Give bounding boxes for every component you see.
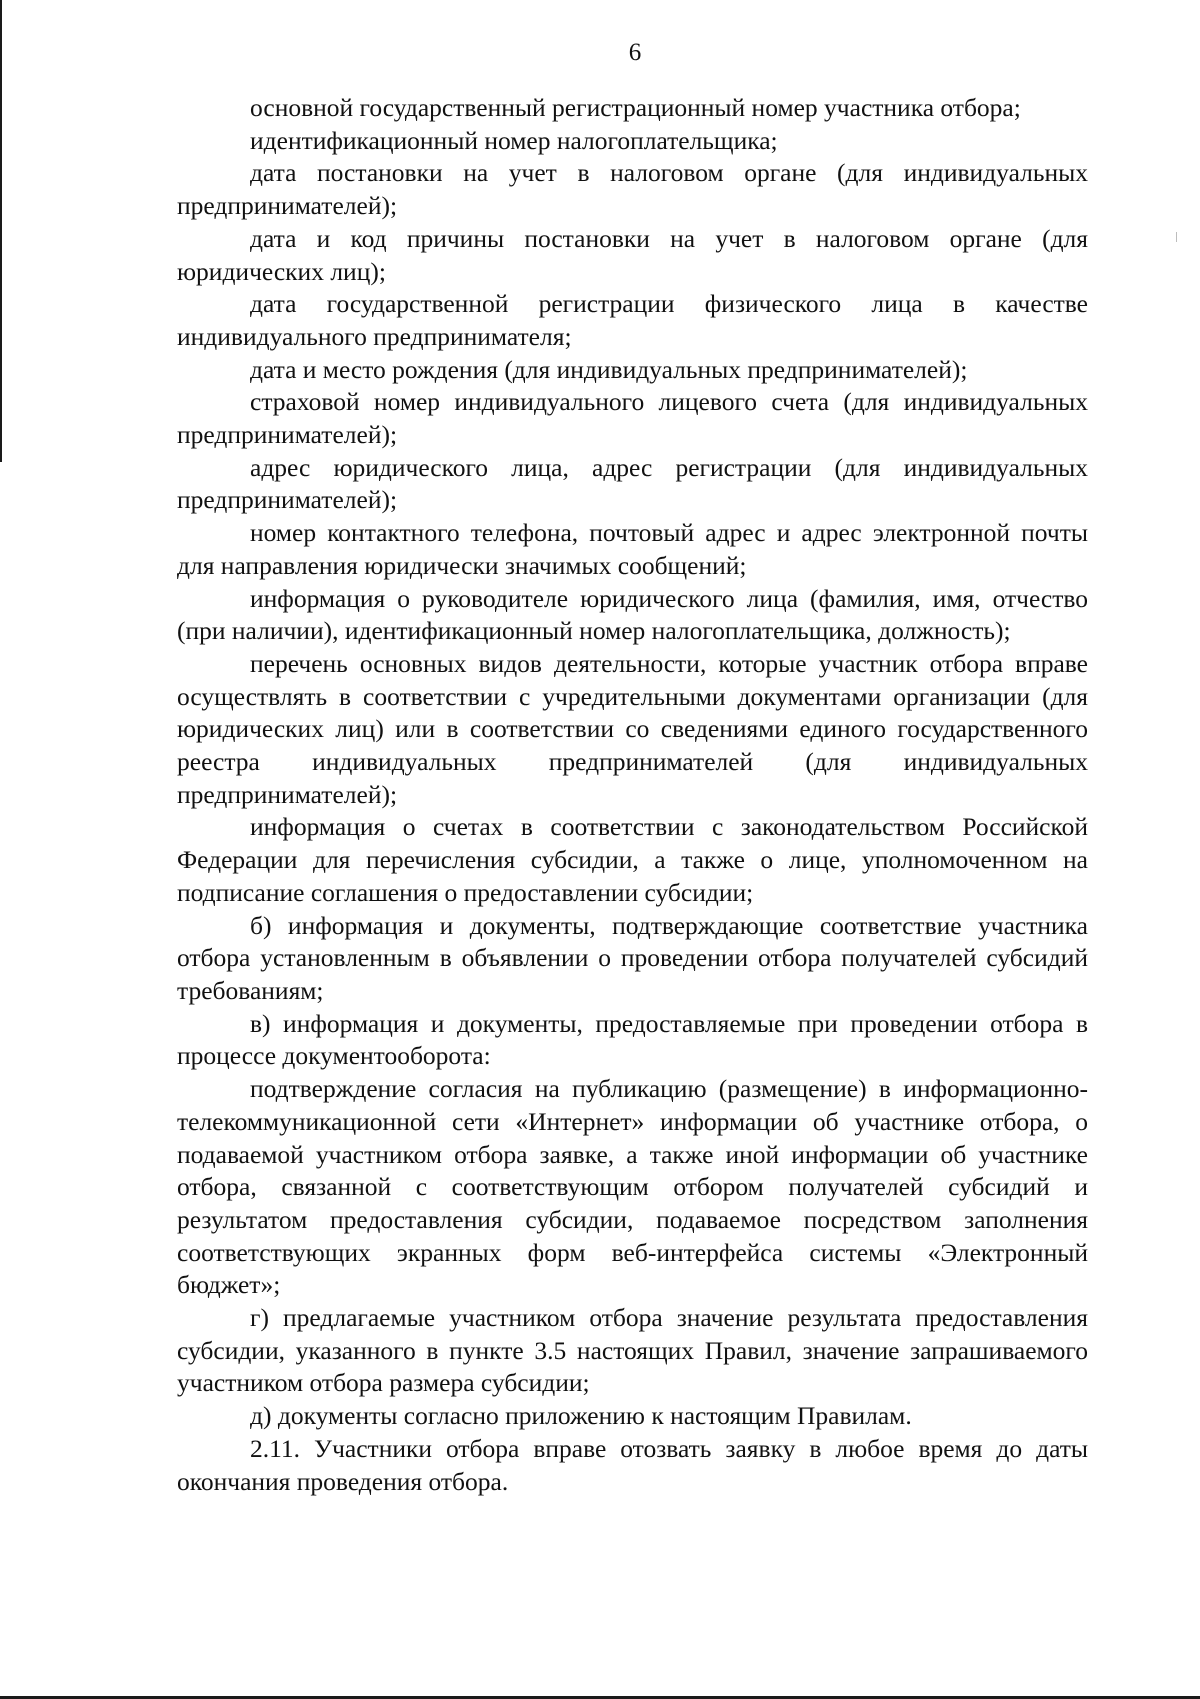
paragraph-2-11: 2.11. Участники отбора вправе отозвать заявку в любое время до даты окончания проведения отбора. (177, 1433, 1088, 1496)
paragraph-head-info: информация о руководителе юридического лица (фамилия, имя, отчество (при наличии), идентификационный номер налогоплательщика, должность); (177, 583, 1088, 646)
paragraph-kpp: дата и код причины постановки на учет в налоговом органе (для юридических лиц); (177, 223, 1088, 286)
paragraph-address: адрес юридического лица, адрес регистрации (для индивидуальных предпринимателей); (177, 452, 1088, 515)
paragraph-birth-date-place: дата и место рождения (для индивидуальных предпринимателей); (250, 354, 968, 384)
paragraph-item-g: г) предлагаемые участником отбора значение результата предоставления субсидии, указанного в пункте 3.5 настоящих Правил, значение запрашиваемого участником отбора размера субсидии; (177, 1303, 1088, 1398)
paragraph-item-d: д) документы согласно приложению к настоящим Правилам. (250, 1401, 912, 1431)
paragraph-state-registration-date: дата государственной регистрации физического лица в качестве индивидуального предпринимателя; (177, 289, 1088, 351)
paragraph-activities: перечень основных видов деятельности, которые участник отбора вправе осуществлять в соответствии с учредительными документами организации (для юридических лиц) или в соответствии со сведениями единого государственного реестра индивидуальных предпринимателей (для индивидуальных предпринимателей); (177, 648, 1088, 809)
paragraph-inn: идентификационный номер налогоплательщика; (250, 125, 778, 155)
paragraph-publication-consent: подтверждение согласия на публикацию (размещение) в информационно-телекоммуникационной сети «Интернет» информации об участнике отбора, о подаваемой участником отбора заявке, а также иной информации об участнике отбора, связанной с соответствующим отбором получателей субсидий и результатом предоставления субсидии, подаваемое посредством заполнения соответствующих экранных форм веб-интерфейса системы «Электронный бюджет»; (177, 1074, 1088, 1300)
page-number: 6 (628, 39, 642, 66)
scan-left-border (0, 0, 2, 462)
paragraph-snils: страховой номер индивидуального лицевого счета (для индивидуальных предпринимателей); (177, 387, 1088, 450)
paragraph-item-b: б) информация и документы, подтверждающие соответствие участника отбора установленным в объявлении о проведении отбора получателей субсидий требованиям; (177, 910, 1088, 1005)
scan-artifact (1176, 232, 1177, 242)
paragraph-tax-registration-date: дата постановки на учет в налоговом органе (для индивидуальных предпринимателей); (177, 158, 1088, 221)
paragraph-item-v: в) информация и документы, предоставляемые при проведении отбора в процессе документооборота: (177, 1008, 1088, 1071)
paragraph-contacts: номер контактного телефона, почтовый адрес и адрес электронной почты для направления юридически значимых сообщений; (177, 518, 1088, 580)
document-body (177, 92, 1088, 1498)
paragraph-ogrn: основной государственный регистрационный номер участника отбора; (250, 93, 1021, 122)
paragraph-accounts: информация о счетах в соответствии с законодательством Российской Федерации для перечисления субсидии, а также о лице, уполномоченном на подписание соглашения о предоставлении субсидии; (177, 812, 1088, 907)
